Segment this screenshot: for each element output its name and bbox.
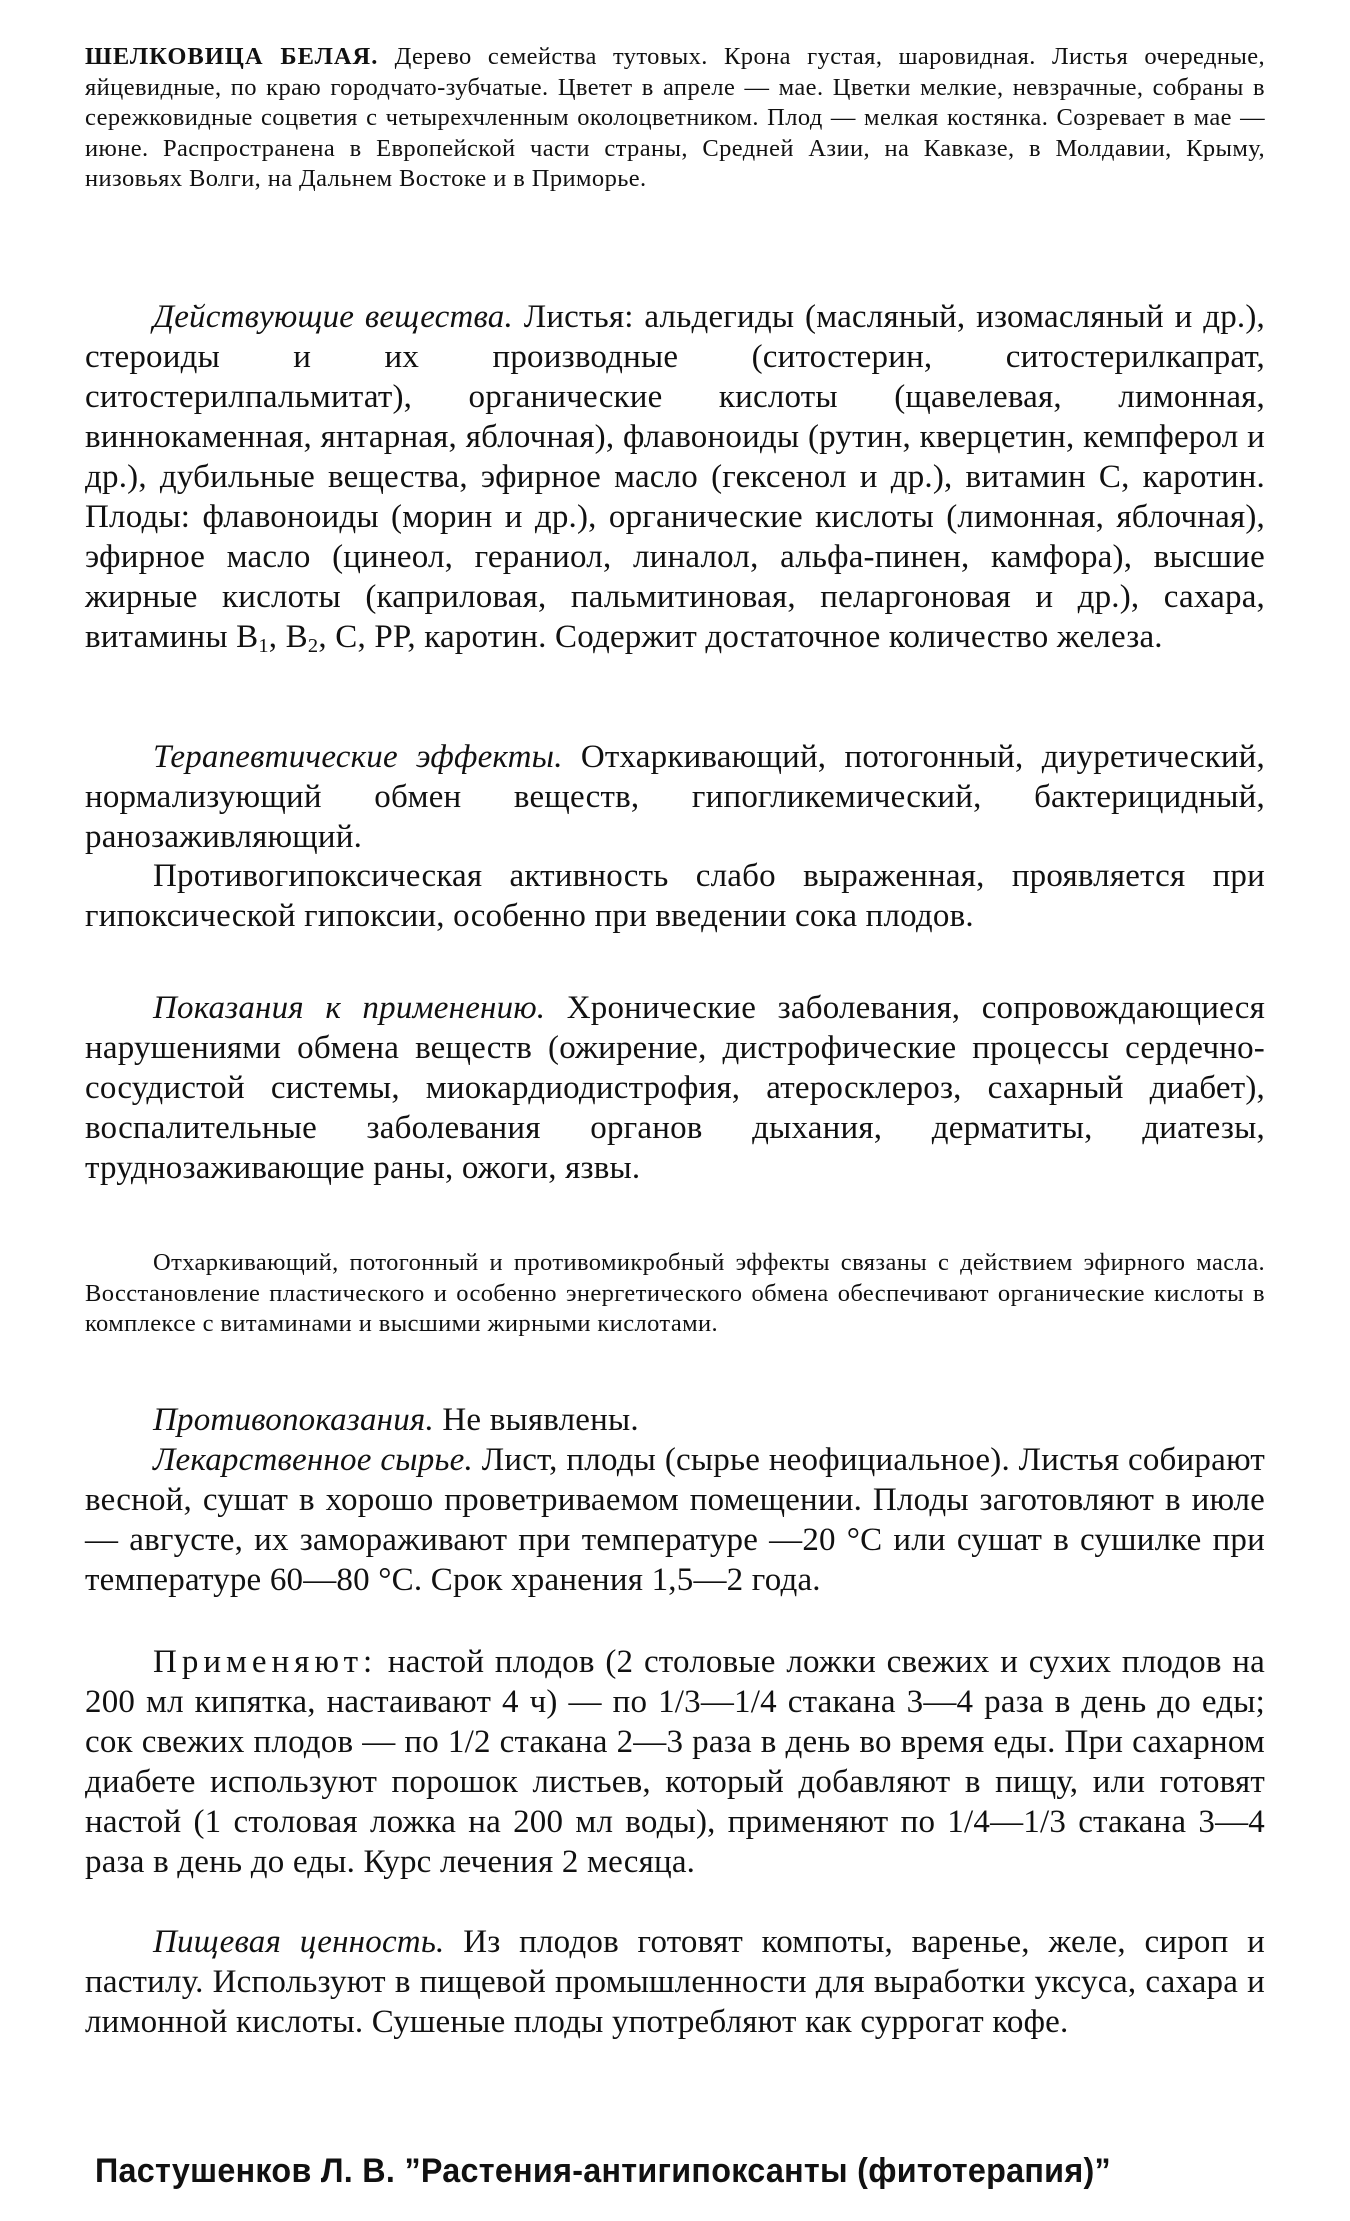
therapeutic-effects-paragraph <box>85 737 1265 857</box>
vitamin-b2-subscript: 2 <box>307 635 319 658</box>
raw-material-text: Лист, плоды (сырье неофициальное). Листья собирают весной, сушат в хорошо проветриваемом помещении. Плоды заготовляют в июле — августе, их замораживают при температуре —20 °С или сушат в сушилке при температуре 60—80 °С. Срок хранения 1,5—2 года. <box>85 1442 1265 1598</box>
antihypoxic-activity-paragraph <box>85 856 1265 936</box>
usage-label: Применяют: <box>153 1644 378 1680</box>
active-substances-label: Действующие вещества. <box>153 299 513 335</box>
food-value-label: Пищевая ценность. <box>153 1924 445 1960</box>
contraindications-label: Противопоказания. <box>153 1402 434 1438</box>
usage-text: настой плодов (2 столовые ложки свежих и сухих плодов на 200 мл кипятка, настаивают 4 ч) — по 1/3—1/4 стакана 3—4 раза в день до еды; сок свежих плодов — по 1/2 стакана 2—3 раза в день во время еды. При сахарном диабете используют порошок листьев, который добавляют в пищу, или готовят настой (1 столовая ложка на 200 мл воды), применяют по 1/4—1/3 стакана 3—4 раза в день до еды. Курс лечения 2 месяца. <box>85 1644 1266 1880</box>
therapeutic-effects-label: Терапевтические эффекты. <box>153 739 563 775</box>
indications-label: Показания к применению. <box>153 990 546 1026</box>
active-substances-text-part-2: , В <box>268 619 308 655</box>
species-heading: ШЕЛКОВИЦА БЕЛАЯ. <box>85 43 379 70</box>
species-description-text: Дерево семейства тутовых. Крона густая, шаровидная. Листья очередные, яйцевидные, по краю городчато-зубчатые. Цветет в апреле — мае. Цветки мелкие, невзрачные, собраны в сережковидные соцветия с четырехчленным околоцветником. Плод — мелкая костянка. Созревает в мае — июне. Распространена в Европейской части страны, Средней Азии, на Кавказе, в Молдавии, Крыму, низовьях Волги, на Дальнем Востоке и в Приморье. <box>85 43 1265 192</box>
vitamin-b1-subscript: 1 <box>258 635 269 658</box>
indications-text: Хронические заболевания, сопровождающиеся нарушениями обмена веществ (ожирение, дистрофические процессы сердечно-сосудистой системы, миокардиодистрофия, атеросклероз, сахарный диабет), воспалительные заболевания органов дыхания, дерматиты, диатезы, труднозаживающие раны, ожоги, язвы. <box>85 990 1265 1186</box>
species-description <box>85 42 1265 195</box>
antihypoxic-activity-text: Противогипоксическая активность слабо выраженная, проявляется при гипоксической гипоксии, особенно при введении сока плодов. <box>85 858 1265 934</box>
contraindications-paragraph <box>85 1400 1265 1440</box>
source-citation: Пастушенков Л. В. ”Растения-антигипоксанты (фитотерапия)” <box>95 2152 1111 2190</box>
food-value-paragraph <box>85 1922 1265 2042</box>
effects-note-text: Отхаркивающий, потогонный и противомикробный эффекты связаны с действием эфирного масла. Восстановление пластического и особенно энергетического обмена обеспечивают органические кислоты в комплексе с витаминами и высшими жирными кислотами. <box>85 1249 1265 1337</box>
indications-paragraph <box>85 988 1265 1188</box>
active-substances-text-part-1: Листья: альдегиды (масляный, изомасляный и др.), стероиды и их производные (ситостерин, ситостерилкапрат, ситостерилпальмитат), органические кислоты (щавелевая, лимонная, виннокаменная, янтарная, яблочная), флавоноиды (рутин, кверцетин, кемпферол и др.), дубильные вещества, эфирное масло (гексенол и др.), витамин С, каротин. Плоды: флавоноиды (морин и др.), органические кислоты (лимонная, яблочная), эфирное масло (цинеол, гераниол, линалол, альфа-пинен, камфора), высшие жирные кислоты (каприловая, пальмитиновая, пеларгоновая и др.), сахара, витамины В <box>85 299 1266 655</box>
food-value-text: Из плодов готовят компоты, варенье, желе, сироп и пастилу. Используют в пищевой промышленности для выработки уксуса, сахара и лимонной кислоты. Сушеные плоды употребляют как суррогат кофе. <box>85 1924 1266 2040</box>
effects-note-paragraph <box>85 1248 1265 1340</box>
contraindications-text: Не выявлены. <box>442 1402 639 1438</box>
usage-paragraph <box>85 1642 1265 1882</box>
raw-material-paragraph <box>85 1440 1265 1600</box>
active-substances-paragraph <box>85 297 1265 666</box>
raw-material-label: Лекарственное сырье. <box>153 1442 473 1478</box>
active-substances-text-part-3: , С, РР, каротин. Содержит достаточное количество железа. <box>318 619 1163 655</box>
therapeutic-effects-text: Отхаркивающий, потогонный, диуретический, нормализующий обмен веществ, гипогликемический, бактерицидный, ранозаживляющий. <box>85 739 1265 855</box>
